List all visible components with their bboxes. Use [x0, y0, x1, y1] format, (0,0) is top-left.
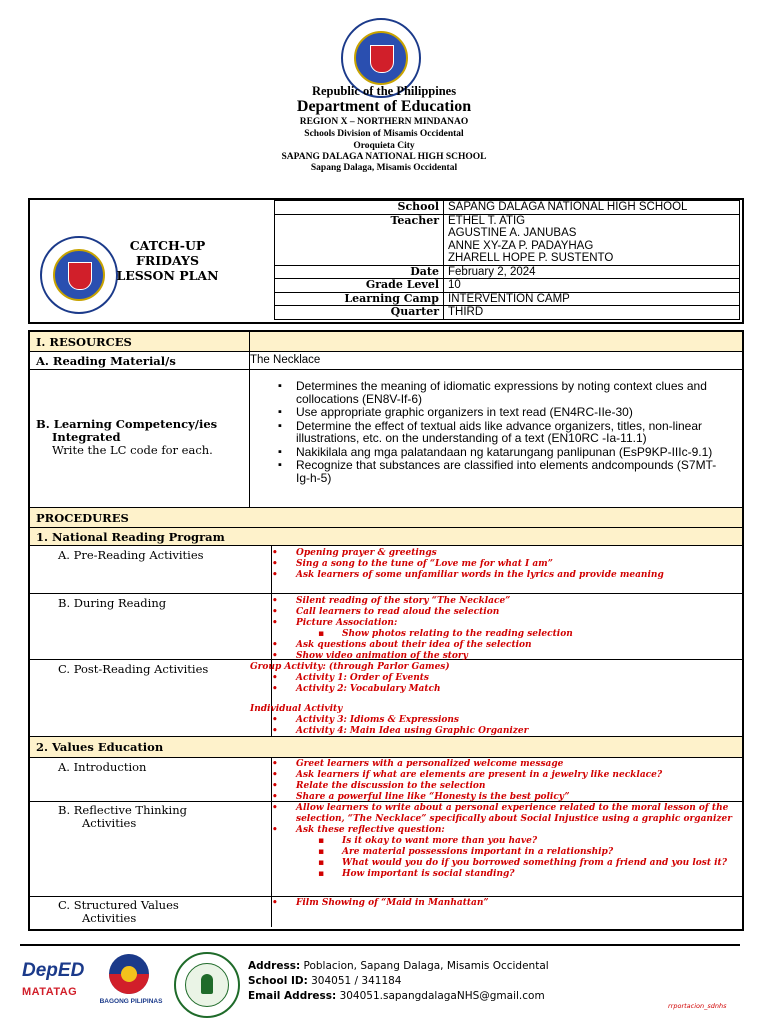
during-reading-item: • Show video animation of the story [296, 651, 742, 662]
lesson-plan-table [28, 330, 744, 931]
school-label: School [275, 201, 444, 215]
footer-email [248, 990, 545, 1002]
teacher-name: ETHEL T. ATIG [448, 214, 526, 227]
reflective-item: • Allow learners to write about a personal experience related to the moral lesson of the selection, “The Necklace” specifically about Social Injustice using a graphic organizer [296, 803, 734, 825]
bagong-pilipinas-text: BAGONG PILIPINAS [99, 998, 163, 1005]
teacher-values [444, 214, 740, 265]
header-region: REGION X – NORTHERN MINDANAO [299, 117, 469, 127]
values-education-heading: 2. Values Education [36, 740, 164, 754]
footer-address [248, 960, 549, 972]
group-activity-list [244, 673, 742, 695]
header-city: Oroquieta City [353, 141, 415, 151]
address-value: Poblacion, Sapang Dalaga, Misamis Occidental [303, 960, 549, 972]
competency-list [266, 380, 730, 484]
header-department: Department of Education [296, 98, 472, 115]
individual-activity-item: • Activity 4: Main Idea using Graphic Organizer [296, 726, 742, 737]
title-line-3: LESSON PLAN [116, 267, 219, 283]
introduction-row [30, 758, 742, 802]
header-republic: Republic of the Philippines [311, 84, 457, 98]
procedures-header-row [30, 508, 742, 528]
pre-reading-item: • Opening prayer & greetings [296, 548, 742, 559]
during-reading-item: • Ask questions about their idea of the selection [296, 640, 742, 651]
introduction-item: • Greet learners with a personalized welcome message [296, 759, 742, 770]
post-reading-row [30, 660, 742, 737]
reading-material-label: A. Reading Material/s [30, 352, 250, 369]
during-reading-list [244, 596, 742, 662]
teacher-label: Teacher [275, 214, 444, 265]
competency-row [30, 370, 742, 508]
procedures-heading: PROCEDURES [36, 511, 129, 525]
structured-values-item: • Film Showing of “Maid in Manhattan” [296, 898, 742, 909]
resources-header-row [30, 332, 742, 352]
header-location: Sapang Dalaga, Misamis Occidental [310, 163, 458, 173]
reflective-question: ▪ What would you do if you borrowed something from a friend and you lost it? [296, 858, 734, 869]
quarter-label: Quarter [275, 306, 444, 320]
title-line-2: FRIDAYS [136, 252, 199, 268]
school-seal-footer [174, 952, 240, 1018]
structured-values-list [244, 898, 742, 909]
introduction-item: • Relate the discussion to the selection [296, 781, 742, 792]
during-reading-label: B. During Reading [30, 594, 272, 659]
date-label: Date [275, 265, 444, 279]
reading-material-row [30, 352, 742, 370]
reflective-question: ▪ Is it okay to want more than you have? [296, 836, 734, 847]
pre-reading-label: A. Pre-Reading Activities [30, 546, 272, 593]
during-reading-subitem: ▪ Show photos relating to the reading selection [296, 629, 742, 640]
footer-divider [20, 944, 740, 946]
group-activity-item: • Activity 2: Vocabulary Match [296, 684, 742, 695]
teacher-name: ANNE XY-ZA P. PADAYHAG [448, 239, 594, 252]
matatag-wordmark: MATATAG [22, 986, 78, 998]
individual-activity-heading: Individual Activity [250, 704, 343, 714]
reflective-label-1: B. Reflective Thinking [58, 803, 187, 817]
during-reading-row [30, 594, 742, 660]
introduction-item: • Ask learners if what are elements are present in a jewelry like necklace? [296, 770, 742, 781]
resources-heading: I. RESOURCES [30, 332, 250, 351]
competency-list-cell [244, 370, 742, 507]
post-reading-label: C. Post-Reading Activities [30, 660, 272, 736]
during-reading-item: • Silent reading of the story “The Necklace” [296, 596, 742, 607]
address-label: Address: [248, 960, 301, 972]
competency-item: ▪ Determines the meaning of idiomatic expressions by noting context clues and collocations (EN8V-If-6) [296, 380, 730, 405]
during-reading-item: • Picture Association: [296, 618, 742, 629]
competency-item: ▪ Recognize that substances are classified into elements andcompounds (S7MT- Ig-h-5) [296, 459, 730, 484]
email-label: Email Address: [248, 990, 337, 1002]
title-line-1: CATCH-UP [129, 237, 206, 253]
structured-label-2: Activities [82, 911, 137, 925]
school-id-label: School ID: [248, 975, 308, 987]
teacher-name: ZHARELL HOPE P. SUSTENTO [448, 252, 614, 264]
values-education-header-row [30, 737, 742, 758]
competency-item: ▪ Nakikilala ang mga palatandaan ng katarungang panlipunan (EsP9KP-IIIc-9.1) [296, 446, 730, 459]
individual-activity-list [244, 715, 742, 737]
competency-item: ▪ Use appropriate graphic organizers in text read (EN4RC-IIe-30) [296, 406, 730, 419]
group-activity-heading: Group Activity: (through Parlor Games) [250, 662, 450, 672]
pre-reading-item: • Sing a song to the tune of “Love me for what I am” [296, 559, 742, 570]
reflective-question: ▪ Are material possessions important in a relationship? [296, 847, 734, 858]
individual-activity-item: • Activity 3: Idioms & Expressions [296, 715, 742, 726]
quarter-value: THIRD [444, 306, 740, 320]
pre-reading-list [244, 548, 742, 581]
deped-matatag-logo [22, 960, 88, 1008]
competency-label-3: Write the LC code for each. [52, 443, 213, 457]
camp-value: INTERVENTION CAMP [444, 292, 740, 306]
competency-item: ▪ Determine the effect of textual aids like advance organizers, titles, non-linear illustrations, etc. on the understanding of a text (EN10RC -Ia-11.1) [296, 420, 730, 445]
nrp-header-row [30, 528, 742, 546]
competency-label-2: Integrated [52, 430, 121, 444]
footer-school-id [248, 975, 402, 987]
school-id-value: 304051 / 341184 [311, 975, 402, 987]
structured-values-label [30, 897, 272, 927]
grade-value: 10 [444, 279, 740, 293]
camp-label: Learning Camp [275, 292, 444, 306]
reflective-thinking-row [30, 802, 742, 897]
deped-wordmark: DepED [22, 960, 85, 981]
header-division: Schools Division of Misamis Occidental [304, 129, 464, 139]
during-reading-item: • Call learners to read aloud the selection [296, 607, 742, 618]
bagong-pilipinas-emblem [109, 954, 149, 994]
structured-values-row [30, 897, 742, 927]
document-code: rrportacion_sdnhs [668, 1002, 727, 1010]
introduction-label: A. Introduction [30, 758, 272, 801]
competency-label [30, 370, 250, 507]
school-value: SAPANG DALAGA NATIONAL HIGH SCHOOL [444, 201, 740, 215]
reflective-item: • Ask these reflective question: [296, 825, 734, 836]
pre-reading-item: • Ask learners of some unfamiliar words in the lyrics and provide meaning [296, 570, 742, 581]
date-value: February 2, 2024 [444, 265, 740, 279]
header-school: SAPANG DALAGA NATIONAL HIGH SCHOOL [281, 152, 487, 162]
lesson-plan-title [30, 200, 265, 320]
reflective-question: ▪ How important is social standing? [296, 869, 734, 880]
competency-label-1: B. Learning Competency/ies [36, 417, 218, 431]
reflective-label-2: Activities [82, 816, 137, 830]
structured-label-1: C. Structured Values [58, 898, 179, 912]
introduction-item: • Share a powerful line like “Honesty is the best policy” [296, 792, 742, 803]
lesson-info-box [28, 198, 744, 324]
pre-reading-row [30, 546, 742, 594]
bagong-pilipinas-logo [96, 954, 166, 1010]
lesson-info-table [274, 200, 740, 320]
reflective-thinking-label [30, 802, 272, 896]
introduction-list [244, 759, 742, 803]
group-activity-item: • Activity 1: Order of Events [296, 673, 742, 684]
nrp-heading: 1. National Reading Program [36, 530, 225, 544]
grade-label: Grade Level [275, 279, 444, 293]
reading-material-value: The Necklace [250, 354, 321, 366]
reflective-list [244, 803, 734, 880]
email-value: 304051.sapangdalagaNHS@gmail.com [339, 990, 545, 1002]
teacher-name: AGUSTINE A. JANUBAS [448, 227, 577, 239]
